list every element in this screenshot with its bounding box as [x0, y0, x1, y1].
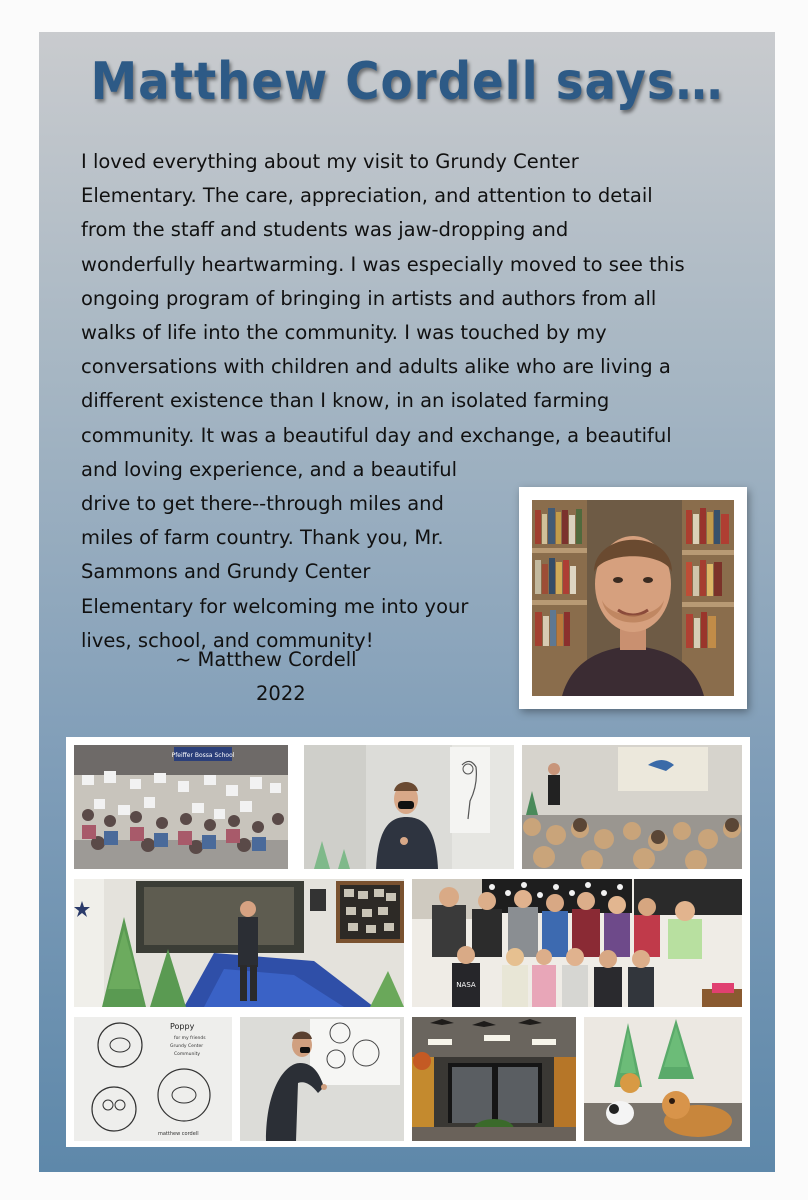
shirt-text: NASA: [456, 981, 476, 989]
quote-line: ongoing program of bringing in artists and authors from all: [81, 286, 657, 310]
quote-line: conversations with children and adults alike who are living a: [81, 355, 671, 379]
group-photo-students: [412, 879, 742, 1007]
quote-line: and loving experience, and a beautiful: [81, 457, 458, 481]
portrait-photo-frame: [519, 487, 747, 709]
drawing-note-text: for my friends: [174, 1036, 206, 1041]
quote-line: lives, school, and community!: [81, 628, 374, 652]
author-portrait-photo: [532, 500, 734, 696]
quote-year: 2022: [256, 682, 306, 705]
quote-line: Elementary. The care, appreciation, and attention to detail: [81, 184, 653, 208]
quote-line: different existence than I know, in an isolated farming: [81, 389, 610, 413]
photo-collage: [66, 737, 750, 1147]
quote-line: Elementary for welcoming me into your: [81, 594, 469, 618]
school-entrance-photo: [412, 1017, 576, 1141]
quote-line: drive to get there--through miles and: [81, 492, 444, 516]
drawing-note-text: Community: [174, 1052, 201, 1057]
quote-line: I loved everything about my visit to Grundy Center: [81, 150, 579, 173]
quote-signature: ~ Matthew Cordell: [175, 648, 357, 671]
headline: Matthew Cordell says…: [90, 52, 724, 112]
author-speaking-photo: [304, 745, 514, 869]
drawing-note-text: Grundy Center: [170, 1044, 204, 1049]
quote-line: miles of farm country. Thank you, Mr.: [81, 526, 444, 550]
decorated-room-animals-photo: [584, 1017, 742, 1141]
quote-line: walks of life into the community. I was touched by my: [81, 321, 607, 345]
author-drawing-on-wall-photo: [240, 1017, 404, 1141]
school-sign-text: Pfeiffer Bossa School: [171, 752, 235, 759]
author-in-library-display-photo: [74, 879, 404, 1007]
quote-line: from the staff and students was jaw-dropping and: [81, 218, 569, 242]
author-drawings-photo: [74, 1017, 232, 1141]
quote-line: Sammons and Grundy Center: [81, 560, 371, 584]
students-holding-drawings-photo: [74, 745, 288, 869]
drawing-signature-text: matthew cordell: [158, 1131, 199, 1137]
presentation-classroom-photo: [522, 745, 742, 869]
quote-line: community. It was a beautiful day and exchange, a beautiful: [81, 423, 672, 447]
quote-line: wonderfully heartwarming. I was especially moved to see this: [81, 252, 685, 276]
drawing-title-text: Poppy: [170, 1022, 195, 1031]
